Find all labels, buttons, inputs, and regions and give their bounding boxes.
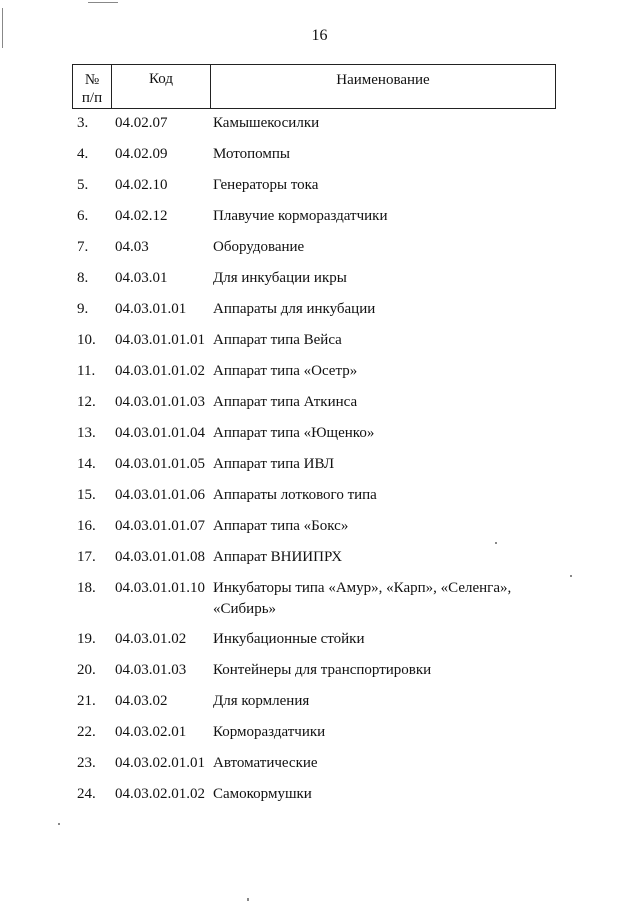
row-code: 04.03.01.01.07	[115, 518, 205, 534]
row-code: 04.03.01	[115, 270, 168, 286]
row-code: 04.03.02.01.01	[115, 755, 205, 771]
row-name: Оборудование	[213, 239, 305, 255]
table-row	[0, 578, 639, 629]
table-row	[0, 361, 639, 392]
table-row	[0, 547, 639, 578]
row-name: Для инкубации икры	[213, 270, 347, 286]
row-name: Генераторы тока	[213, 177, 319, 193]
row-name: Аппарат типа «Ющенко»	[213, 425, 375, 441]
row-number: 7.	[77, 239, 89, 255]
row-name: Инкубационные стойки	[213, 631, 365, 647]
row-name: Самокормушки	[213, 786, 312, 802]
row-number: 24.	[77, 786, 96, 802]
row-code: 04.03.01.01.05	[115, 456, 205, 472]
row-number: 20.	[77, 662, 96, 678]
row-number: 3.	[77, 115, 89, 131]
table-row	[0, 485, 639, 516]
row-name: Аппарат типа «Осетр»	[213, 363, 358, 379]
header-name-label: Наименование	[336, 72, 430, 88]
row-code: 04.02.07	[115, 115, 168, 131]
row-code: 04.03.02.01.02	[115, 786, 205, 802]
row-number: 18.	[77, 580, 96, 596]
row-number: 11.	[77, 363, 96, 379]
row-number: 17.	[77, 549, 96, 565]
row-name: Для кормления	[213, 693, 310, 709]
row-name: Аппарат ВНИИПРХ	[213, 549, 343, 565]
row-code: 04.03.02.01	[115, 724, 187, 740]
row-code: 04.03.01.01.06	[115, 487, 205, 503]
scan-dot	[495, 542, 497, 544]
row-code: 04.03.01.01.03	[115, 394, 205, 410]
row-name: Автоматические	[213, 755, 318, 771]
row-code: 04.02.12	[115, 208, 168, 224]
row-number: 21.	[77, 693, 96, 709]
scan-dot	[247, 898, 249, 901]
row-name: Аппарат типа «Бокс»	[213, 518, 349, 534]
table-row	[0, 629, 639, 660]
row-name: Аппарат типа Вейса	[213, 332, 342, 348]
row-code: 04.02.10	[115, 177, 168, 193]
table-row	[0, 330, 639, 361]
page-number: 16	[311, 27, 328, 44]
row-code: 04.03.01.01.04	[115, 425, 205, 441]
table-row	[0, 206, 639, 237]
row-number: 12.	[77, 394, 96, 410]
header-number-cell	[73, 65, 112, 108]
row-code: 04.03.01.01.10	[115, 580, 205, 596]
row-name: Кормораздатчики	[213, 724, 326, 740]
header-name-cell	[211, 65, 555, 108]
header-code-cell	[112, 65, 211, 108]
row-name: Инкубаторы типа «Амур», «Карп», «Селенга», «Сибирь»	[213, 580, 512, 617]
row-number: 5.	[77, 177, 89, 193]
row-name: Аппарат типа Аткинса	[213, 394, 358, 410]
row-code: 04.03.01.01	[115, 301, 187, 317]
table-row	[0, 175, 639, 206]
row-number: 15.	[77, 487, 96, 503]
table-row	[0, 392, 639, 423]
row-number: 22.	[77, 724, 96, 740]
table-row	[0, 268, 639, 299]
scan-dot	[570, 575, 572, 577]
row-number: 6.	[77, 208, 89, 224]
scan-dot	[58, 823, 60, 825]
scan-mark-left	[2, 8, 3, 48]
table-row	[0, 691, 639, 722]
table-body	[0, 113, 639, 815]
row-number: 13.	[77, 425, 96, 441]
table-row	[0, 753, 639, 784]
table-row	[0, 144, 639, 175]
row-number: 4.	[77, 146, 89, 162]
table-row	[0, 660, 639, 691]
row-code: 04.03.02	[115, 693, 168, 709]
row-name: Аппараты лоткового типа	[213, 487, 377, 503]
row-name: Аппараты для инкубации	[213, 301, 376, 317]
row-name: Контейнеры для транспортировки	[213, 662, 432, 678]
table-header	[72, 64, 556, 109]
table-row	[0, 237, 639, 268]
row-number: 8.	[77, 270, 89, 286]
row-name: Плавучие кормораздатчики	[213, 208, 388, 224]
row-code: 04.03.01.02	[115, 631, 187, 647]
row-code: 04.03.01.01.01	[115, 332, 205, 348]
row-code: 04.03.01.01.08	[115, 549, 205, 565]
row-number: 23.	[77, 755, 96, 771]
row-number: 16.	[77, 518, 96, 534]
scan-mark-top	[88, 2, 118, 3]
table-row	[0, 299, 639, 330]
row-code: 04.03	[115, 239, 149, 255]
row-number: 14.	[77, 456, 96, 472]
header-code-label: Код	[149, 71, 173, 87]
table-row	[0, 722, 639, 753]
row-number: 19.	[77, 631, 96, 647]
row-code: 04.03.01.01.02	[115, 363, 205, 379]
table-row	[0, 454, 639, 485]
header-number-sub: п/п	[81, 89, 103, 106]
row-code: 04.03.01.03	[115, 662, 187, 678]
row-number: 10.	[77, 332, 96, 348]
row-name: Аппарат типа ИВЛ	[213, 456, 335, 472]
header-number-symbol: №	[84, 71, 100, 88]
table-row	[0, 423, 639, 454]
row-name: Камышекосилки	[213, 115, 320, 131]
table-row	[0, 784, 639, 815]
table-row	[0, 516, 639, 547]
row-name: Мотопомпы	[213, 146, 290, 162]
row-code: 04.02.09	[115, 146, 168, 162]
table-row	[0, 113, 639, 144]
row-number: 9.	[77, 301, 89, 317]
